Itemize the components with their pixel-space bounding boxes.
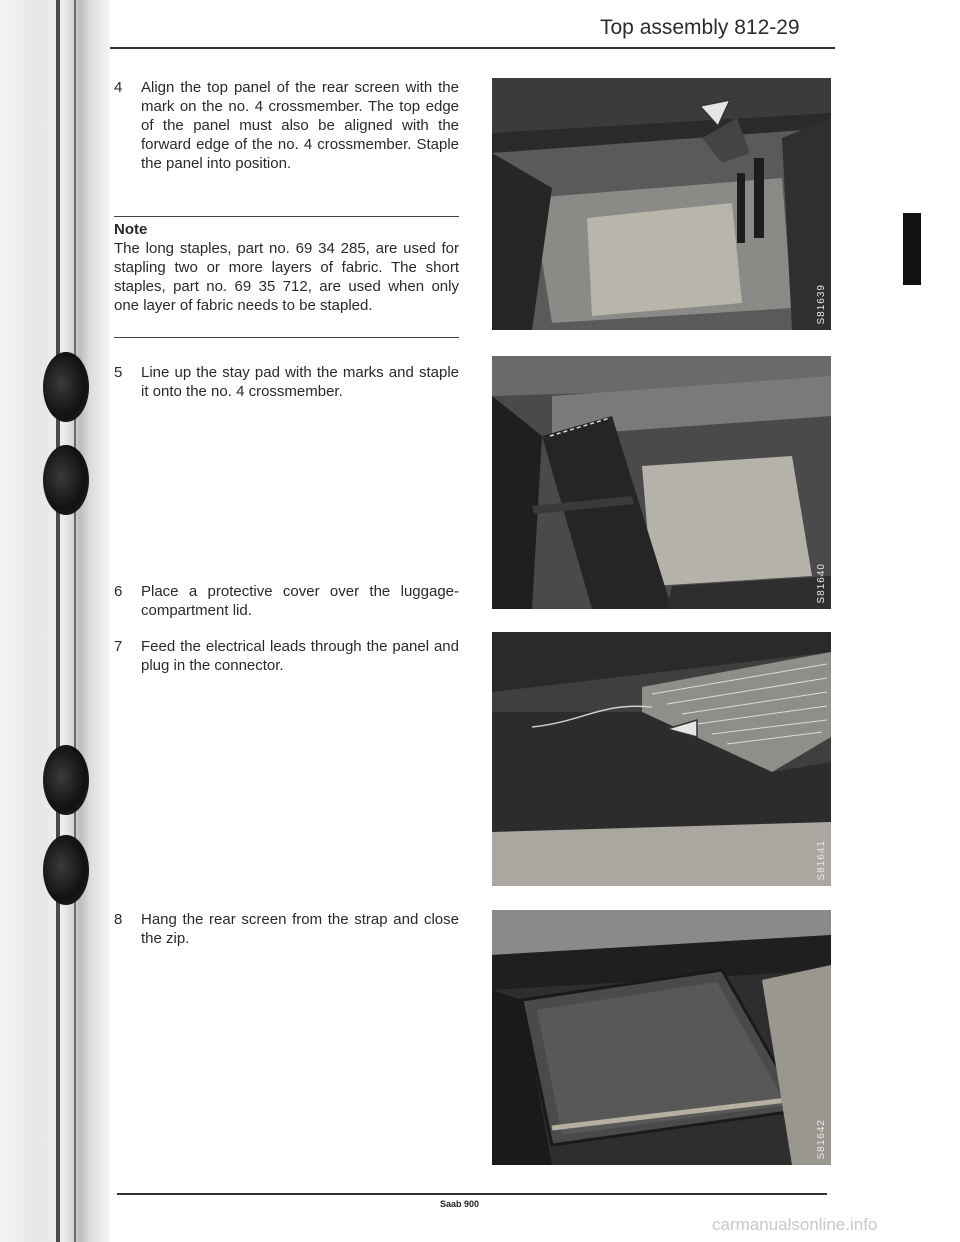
note-divider — [114, 337, 459, 338]
note-divider — [114, 216, 459, 217]
photo-code: S81641 — [816, 839, 827, 880]
binder-ring — [43, 445, 89, 515]
photo-code: S81639 — [816, 283, 827, 324]
photo-code: S81640 — [816, 562, 827, 603]
step-text: Line up the stay pad with the marks and staple it onto the no. 4 crossmember. — [141, 364, 459, 400]
photo-top-panel-stapling — [492, 78, 831, 330]
step-text: Hang the rear screen from the strap and close the zip. — [141, 911, 459, 947]
photo-code: S81642 — [816, 1118, 827, 1159]
binder-ring — [43, 745, 89, 815]
note-title: Note — [114, 221, 148, 238]
note-box — [114, 218, 459, 315]
step-number: 7 — [114, 638, 123, 655]
step-number: 4 — [114, 79, 123, 96]
footer-model: Saab 900 — [440, 1199, 480, 1209]
binder-ring — [43, 835, 89, 905]
binder-line — [74, 0, 76, 1242]
step-text: Align the top panel of the rear screen with the mark on the no. 4 crossmember. The top edge of the panel must also be aligned with the forward edge of the no. 4 crossmember. Staple the panel into position. — [141, 79, 459, 172]
step-number: 5 — [114, 364, 123, 381]
page-title: Top assembly 812-29 — [600, 16, 800, 39]
step-text: Place a protective cover over the luggage-compartment lid. — [141, 583, 459, 619]
step-number: 6 — [114, 583, 123, 600]
photo-electrical-leads — [492, 632, 831, 886]
header-rule — [110, 47, 835, 49]
step-number: 8 — [114, 911, 123, 928]
photo-stay-pad — [492, 356, 831, 609]
binder-ring — [43, 352, 89, 422]
binder-line — [56, 0, 60, 1242]
binder-edge — [0, 0, 110, 1242]
step-text: Feed the electrical leads through the panel and plug in the connector. — [141, 638, 459, 674]
note-body: The long staples, part no. 69 34 285, are used for stapling two or more layers of fabric. The short staples, part no. 69 35 712, are used when only one layer of fabric needs to be stapled. — [114, 240, 459, 314]
photo-rear-screen-zip — [492, 910, 831, 1165]
section-tab-marker — [903, 213, 921, 285]
footer-rule — [117, 1193, 827, 1195]
watermark: carmanualsonline.info — [712, 1215, 878, 1234]
